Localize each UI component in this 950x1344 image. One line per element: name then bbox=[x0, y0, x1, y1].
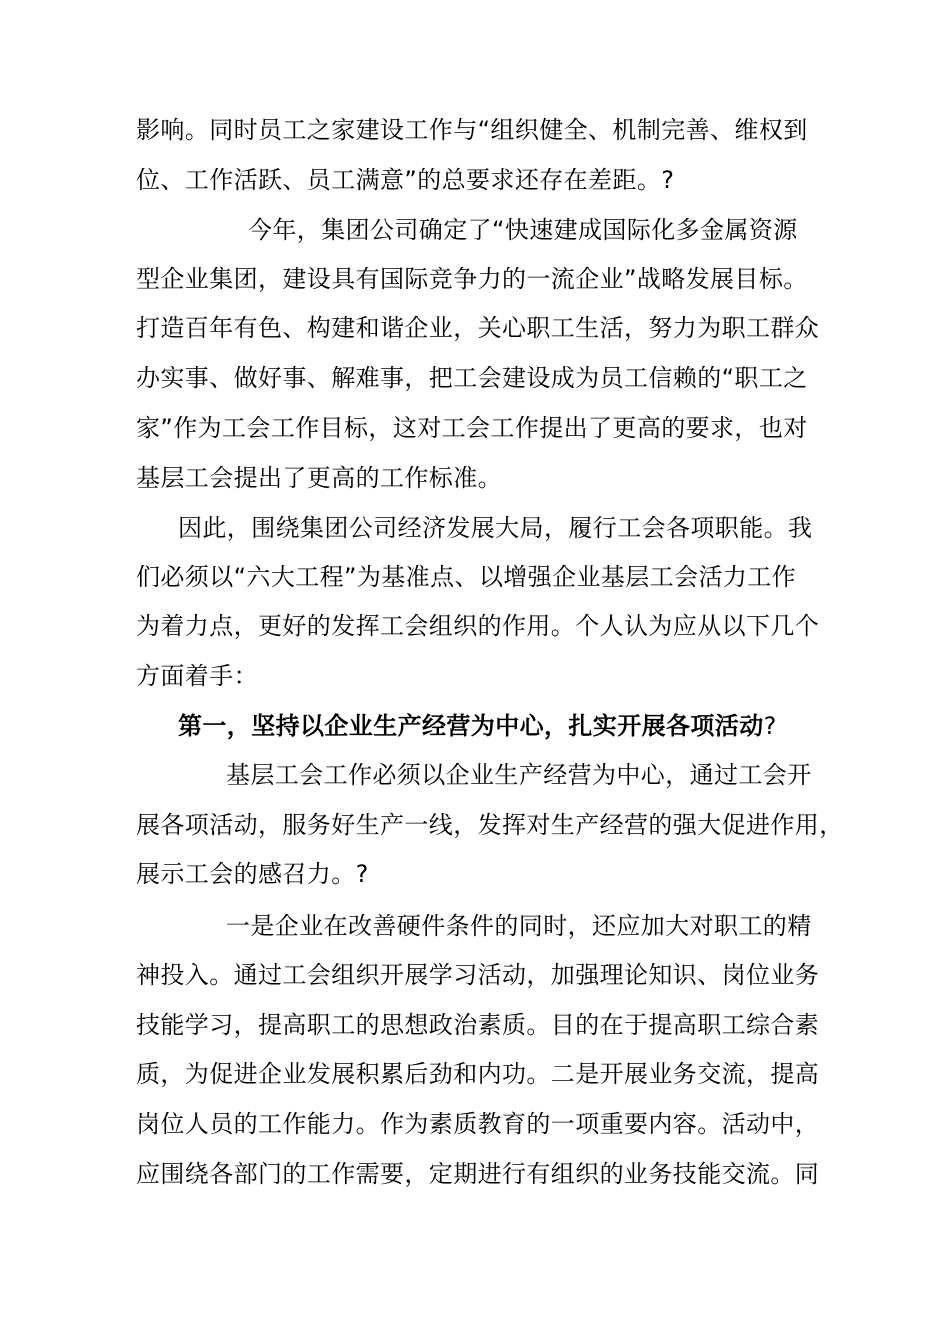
body-text-line: 岗位人员的工作能力。作为素质教育的一项重要内容。活动中， bbox=[136, 1110, 820, 1138]
body-text-line: 应围绕各部门的工作需要，定期进行有组织的业务技能交流。同 bbox=[136, 1160, 820, 1188]
section-heading bbox=[178, 706, 777, 746]
paragraph-first-line: 因此，围绕集团公司经济发展大局，履行工会各项职能。我 bbox=[178, 514, 813, 542]
body-text-line: 位、工作活跃、员工满意”的总要求还存在差距。? bbox=[136, 166, 675, 194]
body-text-line: 型企业集团，建设具有国际竞争力的一流企业”战略发展目标。 bbox=[136, 265, 808, 293]
section-heading-mark: ? bbox=[763, 712, 777, 740]
paragraph-first-line: 一是企业在改善硬件条件的同时，还应加大对职工的精 bbox=[226, 912, 812, 940]
body-text-line: 影响。同时员工之家建设工作与“组织健全、机制完善、维权到 bbox=[136, 116, 808, 144]
body-text-line: 神投入。通过工会组织开展学习活动，加强理论知识、岗位业务 bbox=[136, 961, 820, 989]
body-text-line: 基层工会提出了更高的工作标准。 bbox=[136, 464, 502, 492]
body-text-line: 展各项活动，服务好生产一线，发挥对生产经营的强大促进作用， bbox=[136, 811, 844, 839]
body-text-line: 质，为促进企业发展积累后劲和内功。二是开展业务交流，提高 bbox=[136, 1060, 820, 1088]
body-text-line: 方面着手： bbox=[136, 662, 258, 690]
body-text-line: 打造百年有色、构建和谐企业，关心职工生活，努力为职工群众 bbox=[136, 314, 820, 342]
section-heading-text: 第一，坚持以企业生产经营为中心，扎实开展各项活动 bbox=[178, 712, 764, 740]
body-text-line: 展示工会的感召力。? bbox=[136, 860, 369, 888]
body-text-line: 为着力点，更好的发挥工会组织的作用。个人认为应从以下几个 bbox=[136, 612, 820, 640]
body-text-line: 技能学习，提高职工的思想政治素质。目的在于提高职工综合素 bbox=[136, 1011, 820, 1039]
paragraph-first-line: 基层工会工作必须以企业生产经营为中心，通过工会开 bbox=[226, 761, 812, 789]
paragraph-first-line: 今年，集团公司确定了“快速建成国际化多金属资源 bbox=[248, 216, 798, 244]
body-text-line: 办实事、做好事、解难事，把工会建设成为员工信赖的“职工之 bbox=[136, 364, 808, 392]
body-text-line: 们必须以“六大工程”为基准点、以增强企业基层工会活力工作 bbox=[136, 563, 797, 591]
body-text-line: 家”作为工会工作目标，这对工会工作提出了更高的要求，也对 bbox=[136, 414, 808, 442]
